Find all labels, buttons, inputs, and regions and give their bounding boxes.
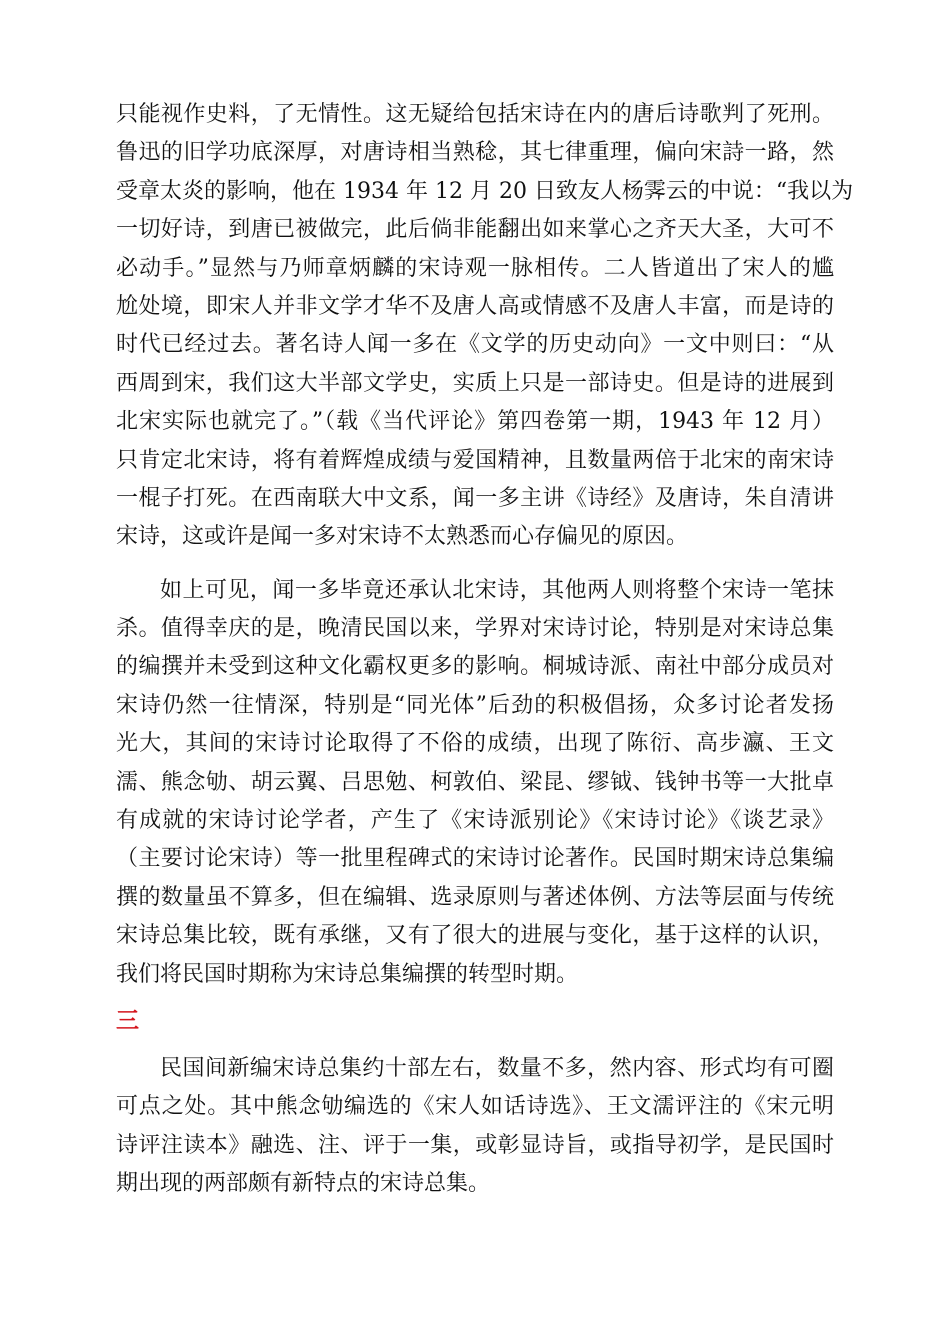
text-line: （主要讨论宋诗）等一批里程碑式的宋诗讨论著作。民国时期宋诗总集编 — [116, 846, 834, 872]
text-line: 如上可见，闻一多毕竟还承认北宋诗，其他两人则将整个宋诗一笔抹 — [160, 577, 834, 603]
text-line: 受章太炎的影响，他在 1934 年 12 月 20 日致友人杨霁云的中说：“我以为 — [116, 178, 854, 204]
text-line: 光大，其间的宋诗讨论取得了不俗的成绩，出现了陈衍、高步瀛、王文 — [116, 731, 834, 757]
text-line: 杀。值得幸庆的是，晚清民国以来，学界对宋诗讨论，特别是对宋诗总集 — [116, 616, 834, 642]
text-line: 撰的数量虽不算多，但在编辑、选录原则与著述体例、方法等层面与传统 — [116, 884, 834, 910]
text-line: 宋诗仍然一往情深，特别是“同光体”后劲的积极倡扬，众多讨论者发扬 — [116, 692, 834, 718]
text-line: 的编撰并未受到这种文化霸权更多的影响。桐城诗派、南社中部分成员对 — [116, 654, 834, 680]
text-line: 只肯定北宋诗，将有着辉煌成绩与爱国精神，且数量两倍于北宋的南宋诗 — [116, 447, 834, 473]
text-line: 可点之处。其中熊念劬编选的《宋人如话诗选》、王文濡评注的《宋元明 — [116, 1094, 834, 1120]
document-page — [116, 96, 854, 1204]
text-line: 必动手。”显然与乃师章炳麟的宋诗观一脉相传。二人皆道出了宋人的尴 — [116, 255, 834, 281]
text-line: 时代已经过去。著名诗人闻一多在《文学的历史动向》一文中则曰：“从 — [116, 332, 834, 358]
body-paragraph-3 — [116, 1050, 834, 1204]
body-paragraph-1 — [116, 96, 854, 557]
text-line: 民国间新编宋诗总集约十部左右，数量不多，然内容、形式均有可圈 — [160, 1055, 834, 1081]
text-line: 我们将民国时期称为宋诗总集编撰的转型时期。 — [116, 961, 579, 987]
text-line: 一切好诗，到唐已被做完，此后倘非能翻出如来掌心之齐天大圣，大可不 — [116, 217, 834, 243]
text-line: 只能视作史料，了无情性。这无疑给包括宋诗在内的唐后诗歌判了死刑。 — [116, 102, 834, 127]
text-line: 鲁迅的旧学功底深厚，对唐诗相当熟稔，其七律重理，偏向宋詩一路，然 — [116, 140, 834, 166]
text-line: 一棍子打死。在西南联大中文系，闻一多主讲《诗经》及唐诗，朱自清讲 — [116, 485, 834, 511]
text-line: 宋诗，这或许是闻一多对宋诗不太熟悉而心存偏见的原因。 — [116, 524, 689, 550]
text-line: 尬处境，即宋人并非文学才华不及唐人高或情感不及唐人丰富，而是诗的 — [116, 293, 834, 319]
section-heading: 三 — [116, 1006, 139, 1034]
text-line: 宋诗总集比较，既有承继，又有了很大的进展与变化，基于这样的认识， — [116, 923, 834, 949]
body-paragraph-2 — [116, 572, 834, 994]
text-line: 濡、熊念劬、胡云翼、吕思勉、柯敦伯、梁昆、缪钺、钱钟书等一大批卓 — [116, 769, 834, 795]
paragraph-spacer — [116, 557, 834, 572]
text-line: 期出现的两部颇有新特点的宋诗总集。 — [116, 1171, 491, 1197]
text-line: 有成就的宋诗讨论学者，产生了《宋诗派别论》《宋诗讨论》《谈艺录》 — [116, 808, 834, 834]
text-line: 北宋实际也就完了。”（载《当代评论》第四卷第一期，1943 年 12 月） — [116, 409, 834, 435]
text-line: 西周到宋，我们这大半部文学史，实质上只是一部诗史。但是诗的进展到 — [116, 370, 834, 396]
text-line: 诗评注读本》融选、注、评于一集，或彰显诗旨，或指导初学，是民国时 — [116, 1132, 834, 1158]
